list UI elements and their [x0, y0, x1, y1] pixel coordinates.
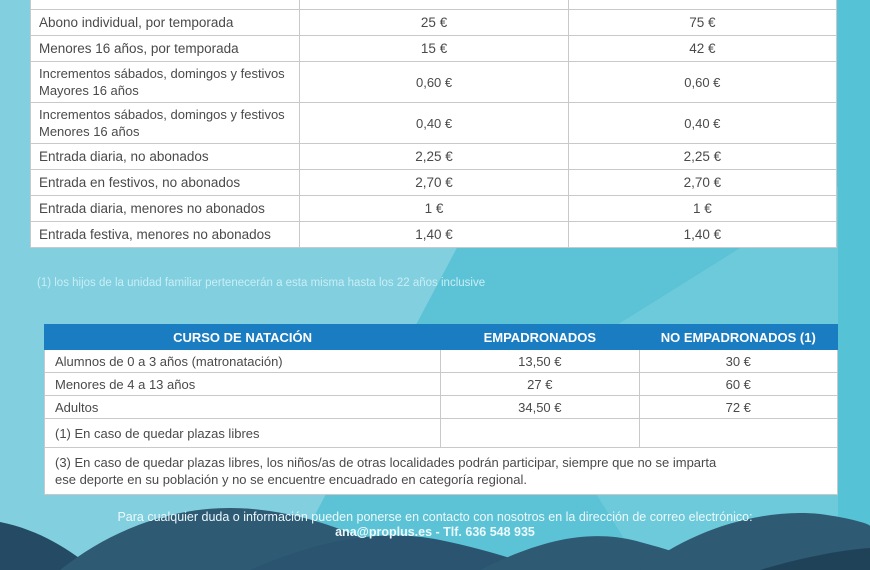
table-row [31, 170, 837, 196]
row-concept-line2: Menores 16 años [39, 124, 140, 139]
natacion-table [44, 324, 838, 495]
row-value-2: 42 € [568, 36, 836, 62]
row-concept [31, 103, 300, 144]
row-concept-line1: Incrementos sábados, domingos y festivos [39, 107, 285, 122]
row-value-2: 0,60 € [568, 62, 836, 103]
row-value-1 [300, 0, 568, 10]
row-concept: Menores 16 años, por temporada [31, 36, 300, 62]
row-concept: Menores de 4 a 13 años [45, 373, 441, 396]
row-value-2: 0,40 € [568, 103, 836, 144]
row-empadronados: 13,50 € [441, 350, 639, 373]
note3-line1: (3) En caso de quedar plazas libres, los niños/as de otras localidades podrán participar, siempre que no se imparta [55, 455, 717, 470]
row-value-1: 2,25 € [300, 144, 568, 170]
row-concept: Entrada diaria, no abonados [31, 144, 300, 170]
background-right-strip [838, 0, 870, 570]
row-concept-line2: Mayores 16 años [39, 83, 139, 98]
tarifas-footnote: (1) los hijos de la unidad familiar pertenecerán a esta misma hasta los 22 años inclusive [37, 277, 486, 289]
row-concept: Alumnos de 0 a 3 años (matronatación) [45, 350, 441, 373]
table-row [45, 396, 838, 419]
row-value-1: 1,40 € [300, 222, 568, 248]
row-no-empadronados: 30 € [639, 350, 837, 373]
row-concept: Adultos [45, 396, 441, 419]
row-value-1: 15 € [300, 36, 568, 62]
row-value-2: 75 € [568, 10, 836, 36]
table-row [31, 36, 837, 62]
table-row [45, 350, 838, 373]
row-value-1: 25 € [300, 10, 568, 36]
row-value-2: 1,40 € [568, 222, 836, 248]
row-value-1: 1 € [300, 196, 568, 222]
empty-cell [441, 419, 639, 448]
row-no-empadronados: 60 € [639, 373, 837, 396]
table-row-note3 [45, 448, 838, 495]
table-row [31, 10, 837, 36]
contact-line: Para cualquier duda o información pueden ponerse en contacto con nosotros en la dirección de correo electrónico: [117, 510, 753, 524]
contact-details [0, 525, 870, 540]
row-concept-line1: Incrementos sábados, domingos y festivos [39, 66, 285, 81]
contact-phone: - Tlf. 636 548 935 [432, 525, 535, 539]
row-concept: Entrada festiva, menores no abonados [31, 222, 300, 248]
table-row-note1 [45, 419, 838, 448]
row-value-2: 2,25 € [568, 144, 836, 170]
row-value-2 [568, 0, 836, 10]
row-value-2: 2,70 € [568, 170, 836, 196]
contact-email[interactable]: ana@proplus.es [335, 525, 433, 539]
row-value-1: 0,40 € [300, 103, 568, 144]
table-row [31, 103, 837, 144]
table-row [31, 62, 837, 103]
row-empadronados: 34,50 € [441, 396, 639, 419]
row-concept: Entrada en festivos, no abonados [31, 170, 300, 196]
table-header-row [45, 325, 838, 350]
table-row [31, 144, 837, 170]
row-empadronados: 27 € [441, 373, 639, 396]
table-row [31, 222, 837, 248]
row-concept [31, 0, 300, 10]
header-empadronados: EMPADRONADOS [441, 325, 639, 350]
row-value-1: 0,60 € [300, 62, 568, 103]
contact-info [0, 510, 870, 540]
tarifas-table [30, 0, 837, 248]
row-concept [31, 62, 300, 103]
row-value-2: 1 € [568, 196, 836, 222]
row-concept: Abono individual, por temporada [31, 10, 300, 36]
row-value-1: 2,70 € [300, 170, 568, 196]
row-concept: Entrada diaria, menores no abonados [31, 196, 300, 222]
note-plazas-libres: (1) En caso de quedar plazas libres [45, 419, 441, 448]
empty-cell [639, 419, 837, 448]
table-row [45, 373, 838, 396]
note3-line2: ese deporte en su población y no se encuentre encuadrado en categoría regional. [55, 472, 527, 487]
row-no-empadronados: 72 € [639, 396, 837, 419]
table-row [31, 196, 837, 222]
header-curso: CURSO DE NATACIÓN [45, 325, 441, 350]
header-no-empadronados: NO EMPADRONADOS (1) [639, 325, 837, 350]
table-row [31, 0, 837, 10]
note-otras-localidades [45, 448, 838, 495]
